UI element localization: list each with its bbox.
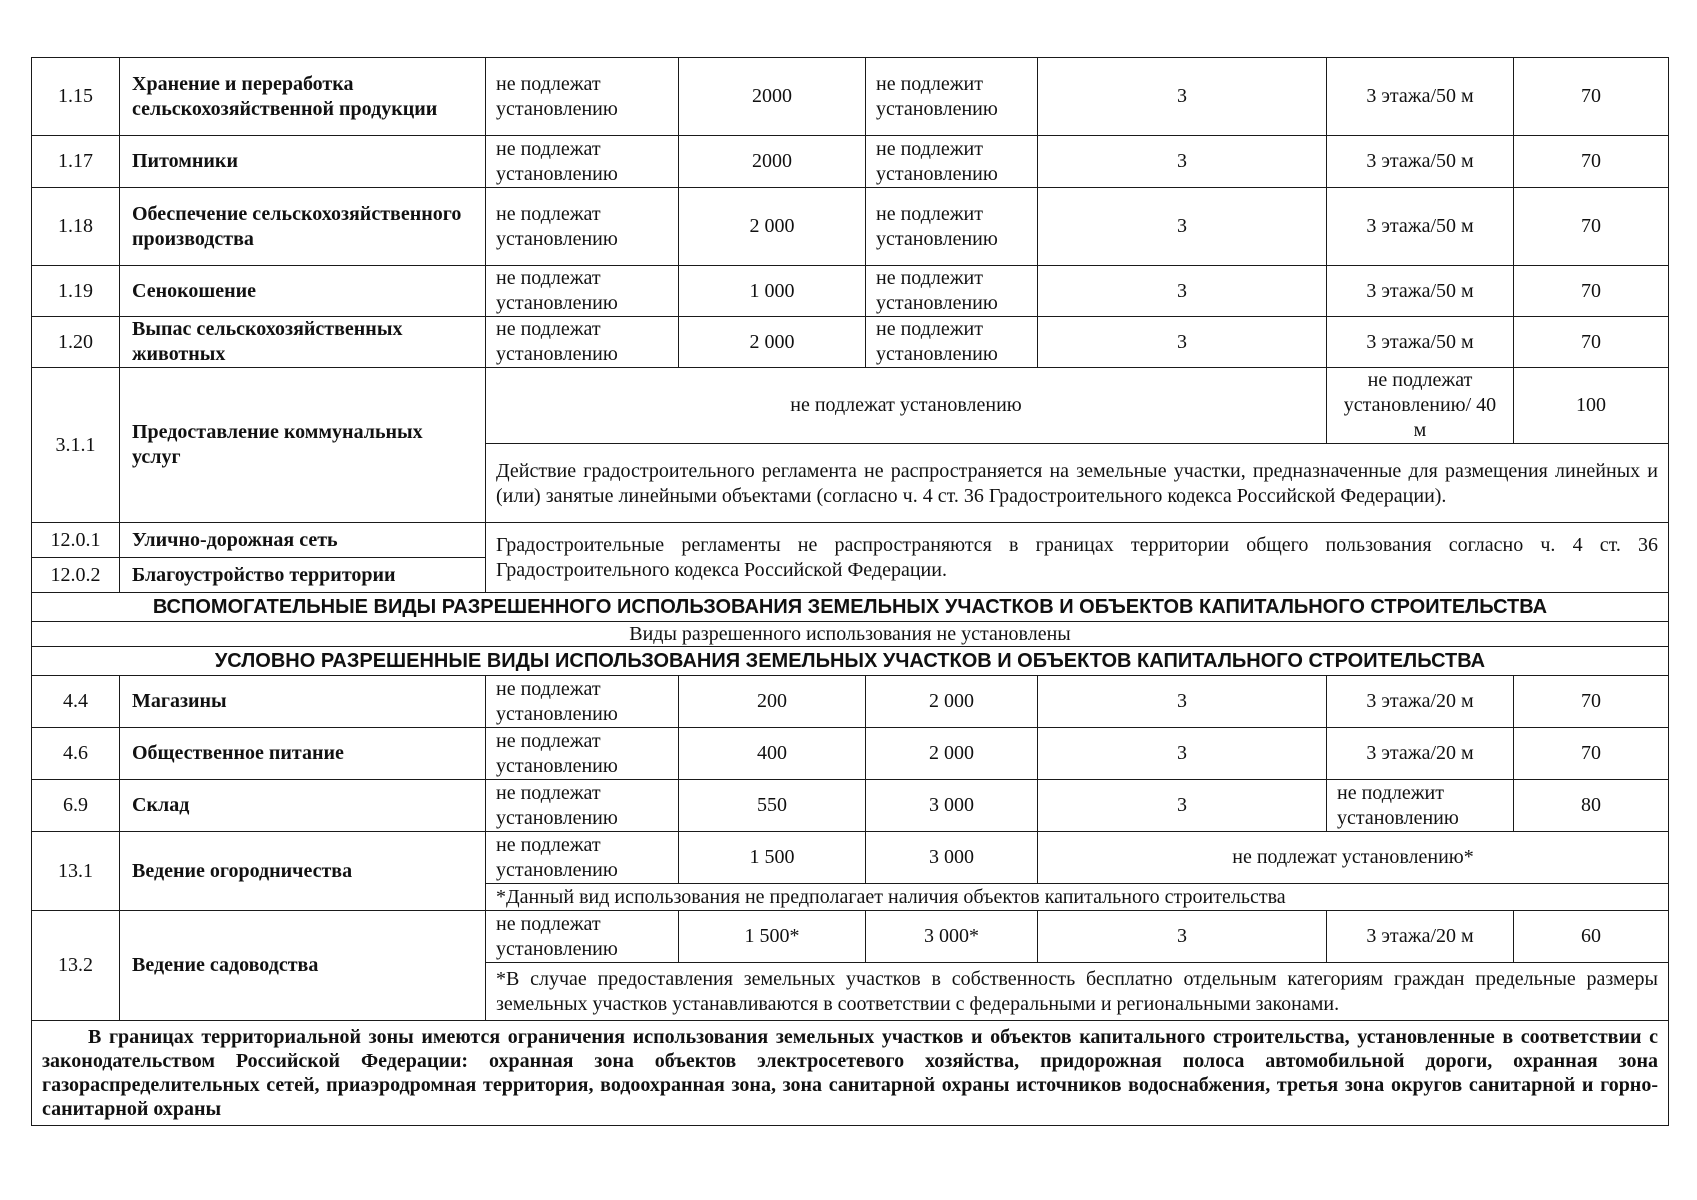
row-note: Градостроительные регламенты не распространяются в границах территории общего пользования согласно ч. 4 ст. 36 Градостроительного кодекса Российской Федерации. bbox=[486, 523, 1669, 593]
row-name: Склад bbox=[120, 780, 486, 832]
table-row bbox=[32, 780, 1669, 832]
cell-param-3: не подлежит установлению bbox=[866, 317, 1038, 368]
section-header-row bbox=[32, 647, 1669, 676]
cell-param-5: 3 этажа/20 м bbox=[1327, 728, 1514, 780]
table-row bbox=[32, 58, 1669, 136]
cell-param-2: 2 000 bbox=[679, 188, 866, 266]
row-code: 6.9 bbox=[32, 780, 120, 832]
cell-param-4: 3 bbox=[1038, 676, 1327, 728]
cell-param-4: 3 bbox=[1038, 136, 1327, 188]
section-header-conditional: УСЛОВНО РАЗРЕШЕННЫЕ ВИДЫ ИСПОЛЬЗОВАНИЯ ЗЕМЕЛЬНЫХ УЧАСТКОВ И ОБЪЕКТОВ КАПИТАЛЬНОГО СТРОИТЕЛЬСТВА bbox=[32, 647, 1669, 676]
row-code: 12.0.2 bbox=[32, 558, 120, 593]
table-row bbox=[32, 676, 1669, 728]
table-row bbox=[32, 832, 1669, 884]
row-name: Магазины bbox=[120, 676, 486, 728]
cell-param-6: 70 bbox=[1514, 728, 1669, 780]
auxiliary-text: Виды разрешенного использования не установлены bbox=[32, 622, 1669, 647]
footer-note bbox=[32, 1021, 1669, 1126]
cell-param-6: 80 bbox=[1514, 780, 1669, 832]
table-row bbox=[32, 136, 1669, 188]
cell-param-5: 3 этажа/50 м bbox=[1327, 266, 1514, 317]
row-name: Ведение огородничества bbox=[120, 832, 486, 911]
row-code: 13.1 bbox=[32, 832, 120, 911]
cell-param-2: 200 bbox=[679, 676, 866, 728]
cell-merged-params: не подлежат установлению* bbox=[1038, 832, 1669, 884]
table-row bbox=[32, 523, 1669, 558]
row-note: *В случае предоставления земельных участков в собственность бесплатно отдельным категориям граждан предельные размеры земельных участков устанавливаются в соответствии с федеральными и региональными законами. bbox=[486, 963, 1669, 1021]
cell-param-2: 1 500* bbox=[679, 911, 866, 963]
row-name: Предоставление коммунальных услуг bbox=[120, 368, 486, 523]
section-header-auxiliary: ВСПОМОГАТЕЛЬНЫЕ ВИДЫ РАЗРЕШЕННОГО ИСПОЛЬЗОВАНИЯ ЗЕМЕЛЬНЫХ УЧАСТКОВ И ОБЪЕКТОВ КАПИТАЛЬНОГО СТРОИТЕЛЬСТВА bbox=[32, 593, 1669, 622]
cell-param-2: 2000 bbox=[679, 58, 866, 136]
row-code: 1.20 bbox=[32, 317, 120, 368]
row-code: 4.4 bbox=[32, 676, 120, 728]
cell-param-4: 3 bbox=[1038, 188, 1327, 266]
cell-param-6: 70 bbox=[1514, 317, 1669, 368]
row-name: Питомники bbox=[120, 136, 486, 188]
regulations-table bbox=[31, 57, 1669, 1126]
cell-param-3: не подлежит установлению bbox=[866, 136, 1038, 188]
cell-param-1: не подлежат установлению bbox=[486, 832, 679, 884]
footer-row bbox=[32, 1021, 1669, 1126]
row-code: 1.17 bbox=[32, 136, 120, 188]
row-name: Выпас сельскохозяйственных животных bbox=[120, 317, 486, 368]
cell-param-5: 3 этажа/50 м bbox=[1327, 317, 1514, 368]
cell-param-4: 3 bbox=[1038, 728, 1327, 780]
row-code: 1.15 bbox=[32, 58, 120, 136]
cell-param-2: 1 500 bbox=[679, 832, 866, 884]
row-name: Обеспечение сельскохозяйственного производства bbox=[120, 188, 486, 266]
row-name: Ведение садоводства bbox=[120, 911, 486, 1021]
cell-param-1: не подлежат установлению bbox=[486, 188, 679, 266]
cell-param-5: 3 этажа/20 м bbox=[1327, 676, 1514, 728]
row-name: Благоустройство территории bbox=[120, 558, 486, 593]
cell-param-5: 3 этажа/50 м bbox=[1327, 136, 1514, 188]
cell-merged-params: не подлежат установлению bbox=[486, 368, 1327, 444]
table-row bbox=[32, 622, 1669, 647]
cell-param-5: не подлежат установлению/ 40 м bbox=[1327, 368, 1514, 444]
table-row bbox=[32, 266, 1669, 317]
cell-param-1: не подлежат установлению bbox=[486, 136, 679, 188]
row-name: Хранение и переработка сельскохозяйственной продукции bbox=[120, 58, 486, 136]
cell-param-6: 100 bbox=[1514, 368, 1669, 444]
row-name: Сенокошение bbox=[120, 266, 486, 317]
cell-param-5: не подлежит установлению bbox=[1327, 780, 1514, 832]
cell-param-6: 60 bbox=[1514, 911, 1669, 963]
cell-param-1: не подлежат установлению bbox=[486, 911, 679, 963]
cell-param-5: 3 этажа/20 м bbox=[1327, 911, 1514, 963]
cell-param-4: 3 bbox=[1038, 58, 1327, 136]
row-code: 12.0.1 bbox=[32, 523, 120, 558]
cell-param-1: не подлежат установлению bbox=[486, 728, 679, 780]
table-row bbox=[32, 317, 1669, 368]
cell-param-4: 3 bbox=[1038, 266, 1327, 317]
row-name: Общественное питание bbox=[120, 728, 486, 780]
row-note: Действие градостроительного регламента не распространяется на земельные участки, предназначенные для размещения линейных и (или) занятые линейными объектами (согласно ч. 4 ст. 36 Градостроительного кодекса Российской Федерации). bbox=[486, 444, 1669, 523]
cell-param-2: 400 bbox=[679, 728, 866, 780]
cell-param-1: не подлежат установлению bbox=[486, 676, 679, 728]
cell-param-1: не подлежат установлению bbox=[486, 266, 679, 317]
cell-param-1: не подлежат установлению bbox=[486, 58, 679, 136]
cell-param-3: 3 000 bbox=[866, 780, 1038, 832]
cell-param-1: не подлежат установлению bbox=[486, 317, 679, 368]
cell-param-2: 2000 bbox=[679, 136, 866, 188]
table-row bbox=[32, 368, 1669, 444]
cell-param-3: не подлежит установлению bbox=[866, 266, 1038, 317]
cell-param-3: не подлежит установлению bbox=[866, 188, 1038, 266]
table-row bbox=[32, 911, 1669, 963]
cell-param-5: 3 этажа/50 м bbox=[1327, 58, 1514, 136]
row-name: Улично-дорожная сеть bbox=[120, 523, 486, 558]
cell-param-5: 3 этажа/50 м bbox=[1327, 188, 1514, 266]
cell-param-3: 3 000* bbox=[866, 911, 1038, 963]
row-note: *Данный вид использования не предполагает наличия объектов капитального строительства bbox=[486, 884, 1669, 911]
table-row bbox=[32, 728, 1669, 780]
section-header-row bbox=[32, 593, 1669, 622]
cell-param-4: 3 bbox=[1038, 317, 1327, 368]
cell-param-6: 70 bbox=[1514, 136, 1669, 188]
cell-param-6: 70 bbox=[1514, 58, 1669, 136]
cell-param-1: не подлежат установлению bbox=[486, 780, 679, 832]
row-code: 13.2 bbox=[32, 911, 120, 1021]
cell-param-6: 70 bbox=[1514, 676, 1669, 728]
cell-param-4: 3 bbox=[1038, 780, 1327, 832]
row-code: 1.18 bbox=[32, 188, 120, 266]
cell-param-3: 2 000 bbox=[866, 676, 1038, 728]
cell-param-2: 2 000 bbox=[679, 317, 866, 368]
cell-param-2: 1 000 bbox=[679, 266, 866, 317]
cell-param-3: 2 000 bbox=[866, 728, 1038, 780]
row-code: 1.19 bbox=[32, 266, 120, 317]
footer-note-text: В границах территориальной зоны имеются ограничения использования земельных участков и объектов капитального строительства, установленные в соответствии с законодательством Российской Федерации: охранная зона объектов электросетевого хозяйства, придорожная полоса автомобильной дороги, охранная зона газораспределительных сетей, приаэродромная территория, водоохранная зона, зона санитарной охраны источников водоснабжения, третья зона округов санитарной и горно-санитарной охраны bbox=[42, 1026, 1658, 1120]
table-row bbox=[32, 188, 1669, 266]
cell-param-3: 3 000 bbox=[866, 832, 1038, 884]
cell-param-6: 70 bbox=[1514, 266, 1669, 317]
row-code: 3.1.1 bbox=[32, 368, 120, 523]
row-code: 4.6 bbox=[32, 728, 120, 780]
cell-param-2: 550 bbox=[679, 780, 866, 832]
cell-param-3: не подлежит установлению bbox=[866, 58, 1038, 136]
cell-param-6: 70 bbox=[1514, 188, 1669, 266]
cell-param-4: 3 bbox=[1038, 911, 1327, 963]
